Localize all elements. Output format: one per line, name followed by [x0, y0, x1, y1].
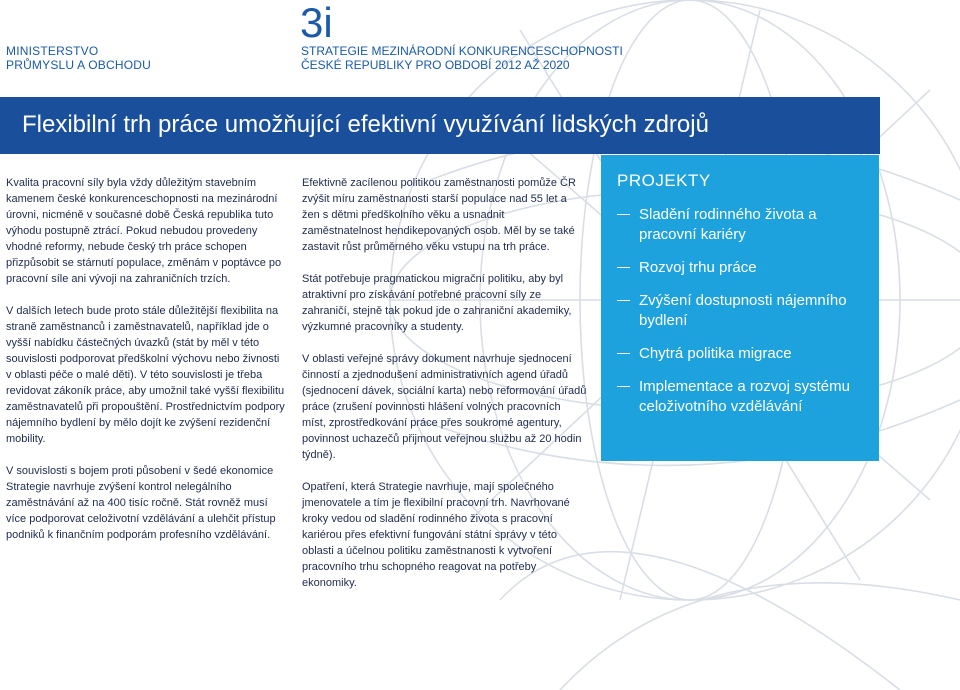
project-label: Zvýšení dostupnosti nájemního bydlení — [639, 292, 847, 329]
paragraph: V souvislosti s bojem proti působení v šedé ekonomice Strategie navrhuje zvýšení kontrol nelegálního zaměstnávání až na 400 tisíc ročně. Stát rovněž musí více podporovat celoživotní vzdělávání a ulehčit přístup podniků k finančním podporám profesního vzdělávání. — [6, 465, 276, 541]
ministry-name-line2: PRŮMYSLU A OBCHODU — [6, 58, 151, 72]
page-title: Flexibilní trh práce umožňující efektivní využívání lidských zdrojů — [22, 111, 709, 138]
project-item — [617, 344, 867, 364]
title-bar — [0, 97, 880, 154]
project-label: Sladění rodinného života a pracovní kariéry — [639, 206, 817, 243]
dash-bullet-icon — [617, 300, 630, 301]
project-item — [617, 291, 867, 331]
project-item — [617, 205, 867, 245]
paragraph: Kvalita pracovní síly byla vždy důležitým stavebním kamenem české konkurenceschopnosti na mezinárodní úrovni, nicméně v současné době Česká republika tuto výhodu postupně ztrácí. Pokud nebudou provedeny vhodné reformy, nebude český trh práce schopen přizpůsobit se stárnutí populace, změnám v poptávce po pracovní síle ani vývoji na zahraničních trzích. — [6, 177, 282, 285]
strategy-heading-line2: ČESKÉ REPUBLIKY PRO OBDOBÍ 2012 AŽ 2020 — [301, 58, 570, 72]
text-column-middle — [302, 175, 587, 607]
paragraph: Efektivně zacílenou politikou zaměstnanosti pomůže ČR zvýšit míru zaměstnanosti starší populace nad 55 let a žen s dětmi předškolního věku a usnadnit zaměstnatelnost hendikepovaných osob. Měl by se také zastavit růst průměrného věku vstupu na trh práce. — [302, 177, 576, 253]
paragraph: V dalších letech bude proto stále důležitější flexibilita na straně zaměstnanců i zaměstnavatelů, například jde o vyšší nabídku částečných úvazků (stát by měl v této souvislosti podporovat předškolní výchovu nebo živnosti v oblasti péče o malé děti). V této souvislosti je třeba revidovat zákoník práce, aby umožnil také vyšší flexibilitu zaměstnavatelů při propouštění. Prostřednictvím podpory nájemního bydlení by mělo dojít ke zvýšení rezidenční mobility. — [6, 305, 285, 445]
project-label: Chytrá politika migrace — [639, 345, 792, 362]
dash-bullet-icon — [617, 267, 630, 268]
projects-title: PROJEKTY — [617, 171, 711, 190]
project-label: Implementace a rozvoj systému celoživotního vzdělávání — [639, 378, 850, 415]
strategy-heading — [301, 44, 661, 72]
strategy-heading-line1: STRATEGIE MEZINÁRODNÍ KONKURENCESCHOPNOSTI — [301, 44, 623, 58]
project-item — [617, 377, 867, 417]
project-item — [617, 258, 867, 278]
ministry-logo-text — [6, 44, 186, 72]
project-label: Rozvoj trhu práce — [639, 259, 757, 276]
logo-3i: 3i — [300, 0, 333, 46]
dash-bullet-icon — [617, 214, 630, 215]
paragraph: Opatření, která Strategie navrhuje, mají společného jmenovatele a tím je flexibilní pracovní trh. Navrhované kroky vedou od sladění rodinného života s pracovní kariérou přes efektivní fungování státní správy v této oblasti a účelnou politiku zaměstnanosti k vytvoření pracovního trhu schopného reagovat na potřeby ekonomiky. — [302, 481, 570, 589]
dash-bullet-icon — [617, 386, 630, 387]
ministry-name-line1: MINISTERSTVO — [6, 44, 99, 58]
dash-bullet-icon — [617, 353, 630, 354]
text-column-left — [6, 175, 286, 559]
paragraph: V oblasti veřejné správy dokument navrhuje sjednocení činností a zjednodušení administrativních agend úřadů (sjednocení dávek, sociální karta) nebo reformování úřadů práce (zrušení povinnosti hlášení volných pracovních míst, zprostředkování práce přes soukromé agentury, povinnost uchazečů přijmout veřejnou službu až 20 hodin týdně). — [302, 353, 587, 461]
paragraph: Stát potřebuje pragmatickou migrační politiku, aby byl atraktivní pro získávání potřebné pracovní síly ze zahraničí, stejně tak pokud jde o zahraniční akademiky, výzkumné pracovníky a studenty. — [302, 273, 572, 333]
projects-panel — [601, 155, 879, 461]
projects-list — [617, 205, 867, 430]
